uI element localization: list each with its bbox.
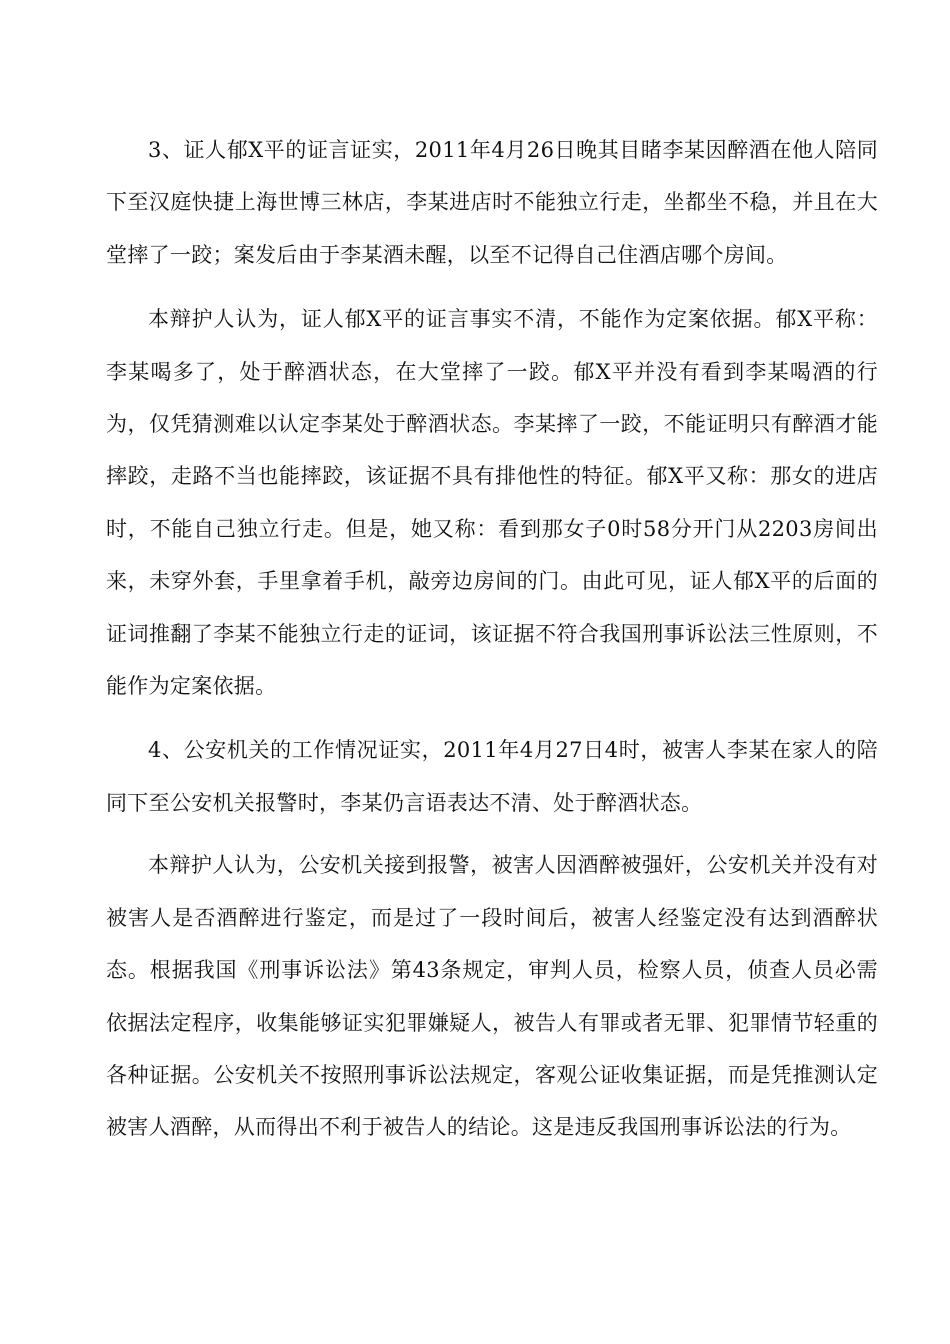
paragraph-defense-opinion-witness: 本辩护人认为，证人郁X平的证言事实不清，不能作为定案依据。郁X平称：李某喝多了，处于醉酒状态，在大堂摔了一跤。郁X平并没有看到李某喝酒的行为，仅凭猜测难以认定李某处于醉酒状态。李某摔了一跤，不能证明只有醉酒才能摔跤，走路不当也能摔跤，该证据不具有排他性的特征。郁X平又称：那女的进店时，不能自己独立行走。但是，她又称：看到那女子0时58分开门从2203房间出来，未穿外套，手里拿着手机，敲旁边房间的门。由此可见，证人郁X平的后面的证词推翻了李某不能独立行走的证词，该证据不符合我国刑事诉讼法三性原则，不能作为定案依据。 xyxy=(106,307,878,699)
paragraph-defense-opinion-police: 本辩护人认为，公安机关接到报警，被害人因酒醉被强奸，公安机关并没有对被害人是否酒醉进行鉴定，而是过了一段时间后，被害人经鉴定没有达到酒醉状态。根据我国《刑事诉讼法》第43条规定，审判人员，检察人员，侦查人员必需依据法定程序，收集能够证实犯罪嫌疑人，被告人有罪或者无罪、犯罪情节轻重的各种证据。公安机关不按照刑事诉讼法规定，客观公证收集证据，而是凭推测认定被害人酒醉，从而得出不利于被告人的结论。这是违反我国刑事诉讼法的行为。 xyxy=(106,853,878,1140)
paragraph-witness-testimony: 3、证人郁X平的证言证实，2011年4月26日晚其目睹李某因醉酒在他人陪同下至汉庭快捷上海世博三林店，李某进店时不能独立行走，坐都坐不稳，并且在大堂摔了一跤；案发后由于李某酒未醒，以至不记得自己住酒店哪个房间。 xyxy=(106,138,878,267)
paragraph-police-work-record: 4、公安机关的工作情况证实，2011年4月27日4时，被害人李某在家人的陪同下至公安机关报警时，李某仍言语表达不清、处于醉酒状态。 xyxy=(106,738,878,815)
document-body xyxy=(106,124,878,1162)
